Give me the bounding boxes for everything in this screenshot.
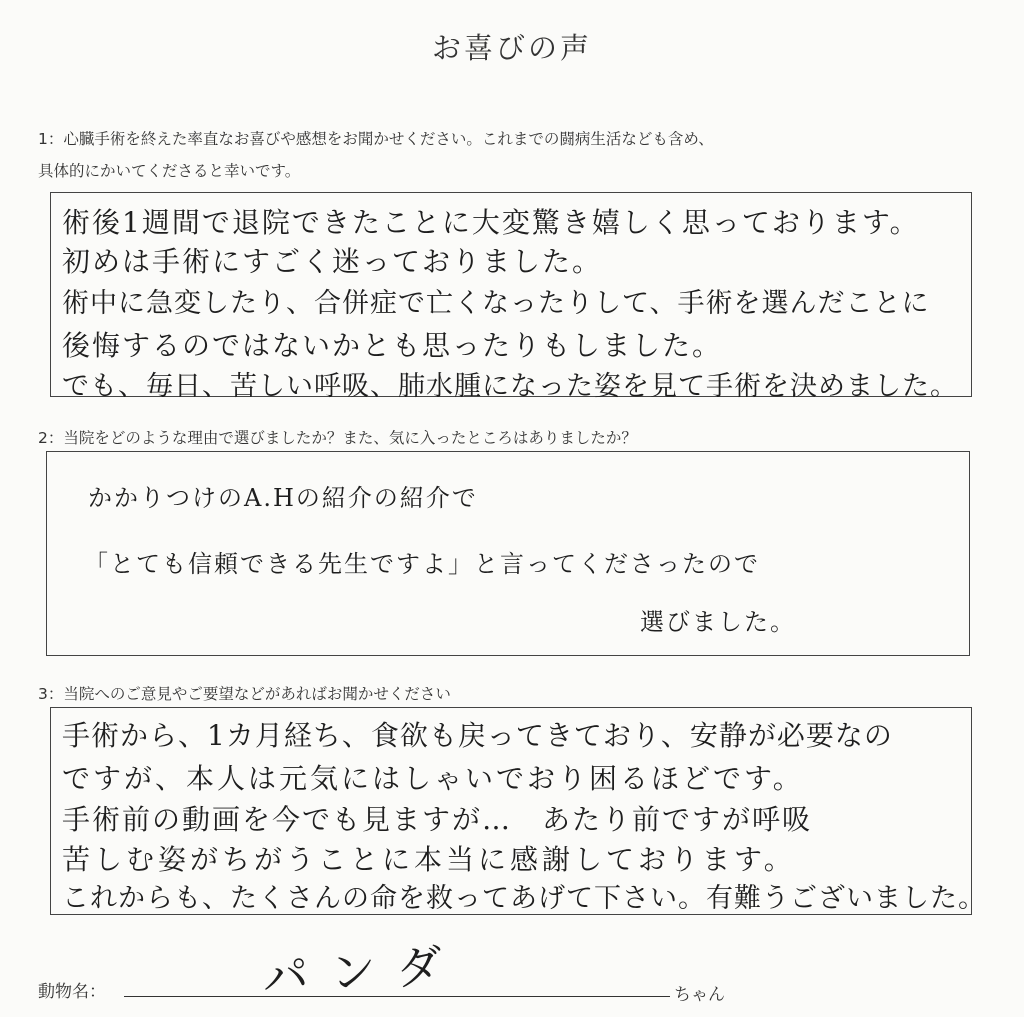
answer-1-line: 後悔するのではないかとも思ったりもしました。 <box>62 329 723 362</box>
question-1-line: 具体的にかいてくださると幸いです。 <box>38 162 301 180</box>
answer-2-line: かかりつけのA.Hの紹介の紹介で <box>88 484 478 512</box>
form-title: お喜びの声 <box>431 31 592 65</box>
pet-name-value: パンダ <box>260 937 467 1005</box>
answer-3-line: ですが、本人は元気にはしゃいでおり困るほどです。 <box>62 762 804 795</box>
answer-1-line: 初めは手術にすごく迷っておりました。 <box>62 245 603 278</box>
pet-name-suffix: ちゃん <box>674 985 725 1005</box>
question-1 <box>38 123 714 187</box>
answer-1-line: 術後1週間で退院できたことに大変驚き嬉しく思っております。 <box>62 206 920 239</box>
question-3: 3：当院へのご意見やご要望などがあればお聞かせください <box>38 685 451 703</box>
answer-3-line: 手術前の動画を今でも見ますが… あたり前ですが呼吸 <box>62 803 813 836</box>
answer-2-line: 「とても信頼できる先生ですよ」と言ってくださったので <box>84 550 760 578</box>
answer-3-line: 苦しむ姿がちがうことに本当に感謝しております。 <box>62 843 796 876</box>
question-2: 2：当院をどのような理由で選びましたか？また、気に入ったところはありましたか？ <box>38 429 637 447</box>
answer-3-line: これからも、たくさんの命を救ってあげて下さい。有難うございました。 <box>62 883 986 914</box>
answer-1-line: でも、毎日、苦しい呼吸、肺水腫になった姿を見て手術を決めました。 <box>62 371 958 402</box>
answer-3-line: 手術から、1カ月経ち、食欲も戻ってきており、安静が必要なの <box>62 719 893 752</box>
answer-2-line: 選びました。 <box>640 608 796 636</box>
question-1-line: 1：心臓手術を終えた率直なお喜びや感想をお聞かせください。これまでの闘病生活なども含め、 <box>38 130 714 148</box>
answer-1-line: 術中に急変したり、合併症で亡くなったりして、手術を選んだことに <box>62 288 930 319</box>
pet-name-label: 動物名： <box>38 982 106 1002</box>
